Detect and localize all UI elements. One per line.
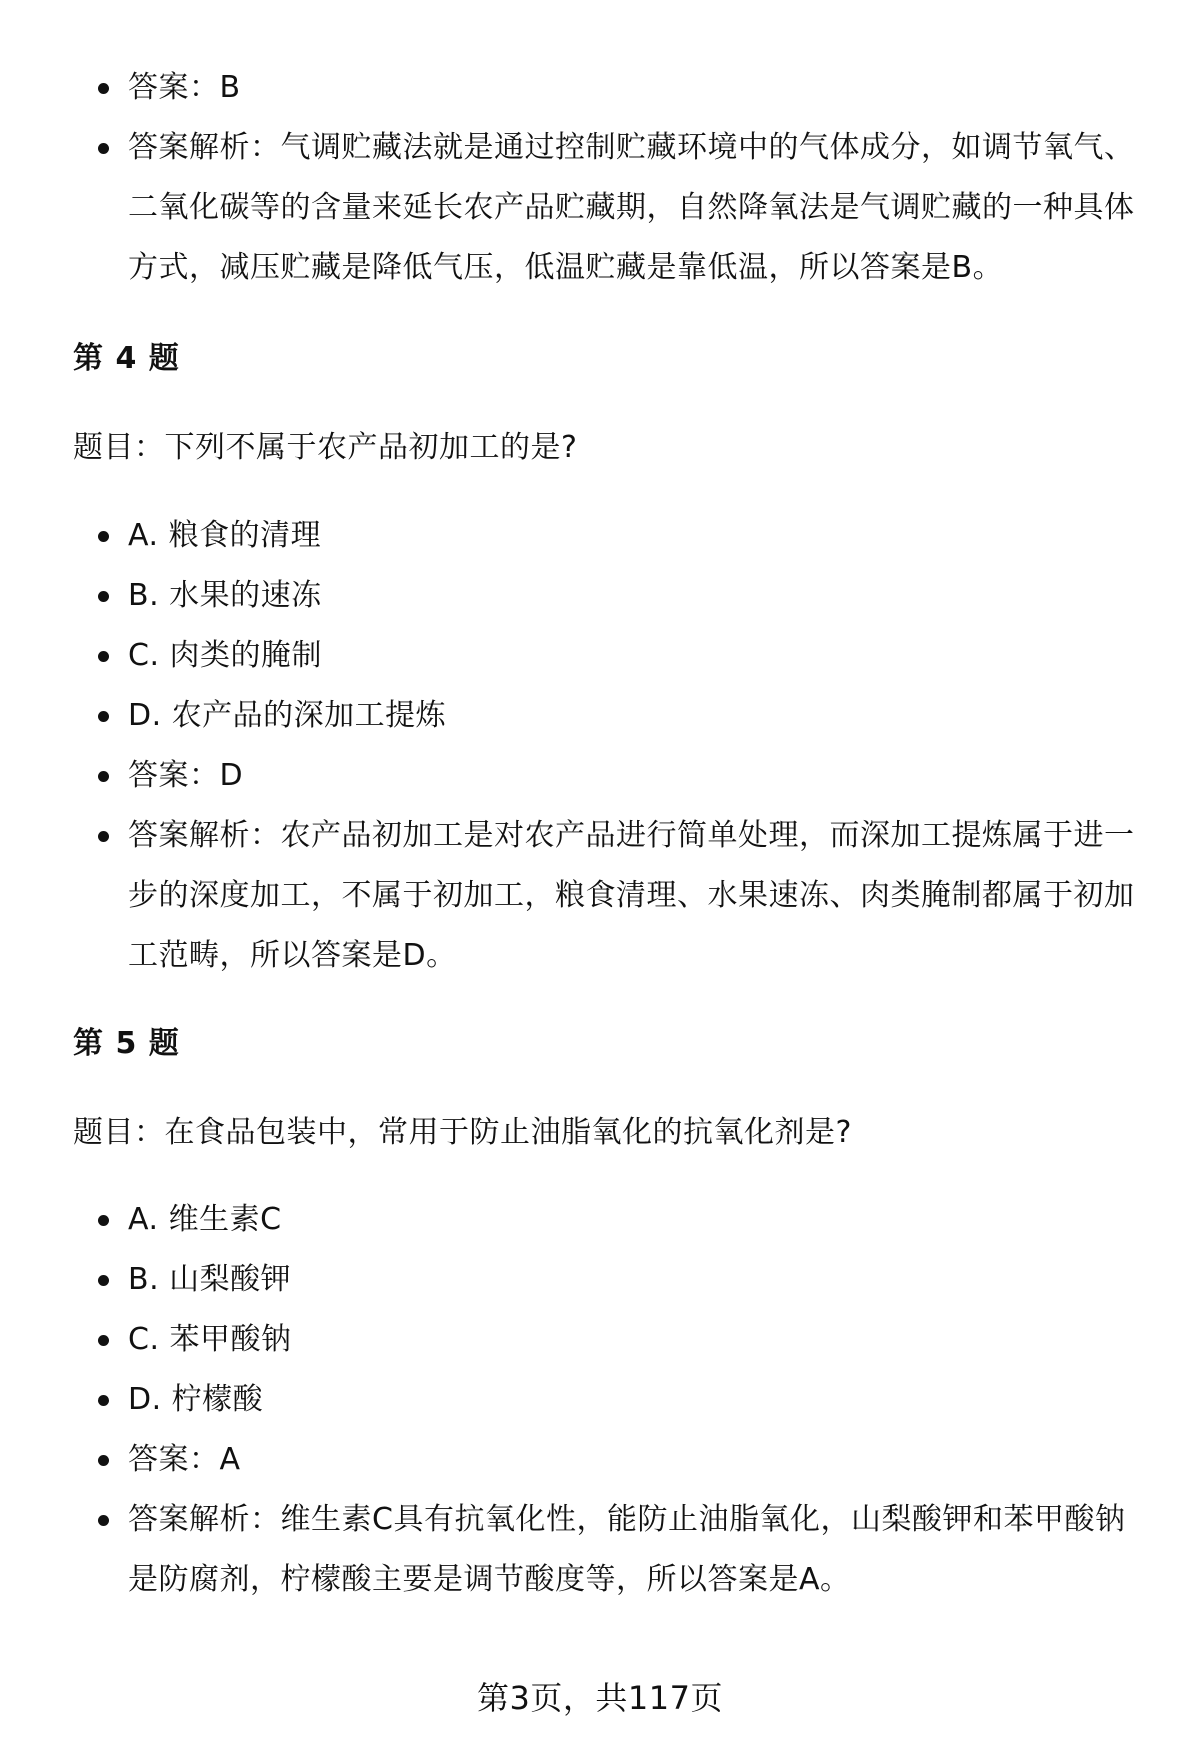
option-b: B. 水果的速冻 [0, 566, 1200, 626]
question-4-list [0, 506, 1200, 986]
bullet-icon [98, 143, 109, 154]
bullet-icon [98, 711, 109, 722]
explanation-item: 答案解析：农产品初加工是对农产品进行简单处理，而深加工提炼属于进一步的深度加工，不属于初加工，粮食清理、水果速冻、肉类腌制都属于初加工范畴，所以答案是D。 [0, 806, 1200, 986]
answer-item: 答案：D [0, 746, 1200, 806]
option-c: C. 苯甲酸钠 [0, 1310, 1200, 1370]
bullet-icon [98, 83, 109, 94]
bullet-icon [98, 1335, 109, 1346]
answer-item: 答案：A [0, 1430, 1200, 1490]
question-heading: 第 5 题 [73, 1026, 180, 1061]
option-d: D. 农产品的深加工提炼 [0, 686, 1200, 746]
option-b: B. 山梨酸钾 [0, 1250, 1200, 1310]
bullet-icon [98, 831, 109, 842]
bullet-icon [98, 531, 109, 542]
question-heading: 第 4 题 [73, 341, 180, 376]
bullet-icon [98, 1395, 109, 1406]
carryover-list [0, 58, 1200, 298]
bullet-icon [98, 1275, 109, 1286]
bullet-icon [98, 651, 109, 662]
bullet-icon [98, 1515, 109, 1526]
explanation-text: 答案解析：气调贮藏法就是通过控制贮藏环境中的气体成分，如调节氧气、二氧化碳等的含量来延长农产品贮藏期，自然降氧法是气调贮藏的一种具体方式，减压贮藏是降低气压，低温贮藏是靠低温，所以答案是B。 [128, 130, 1135, 285]
bullet-icon [98, 591, 109, 602]
page-indicator: 第3页，共117页 [477, 1679, 723, 1717]
list-item [0, 58, 1200, 118]
option-a: A. 粮食的清理 [0, 506, 1200, 566]
list-item [0, 118, 1200, 298]
bullet-icon [98, 1215, 109, 1226]
answer-text: 答案：B [128, 70, 241, 105]
bullet-icon [98, 771, 109, 782]
option-a: A. 维生素C [0, 1190, 1200, 1250]
question-stem: 题目：在食品包装中，常用于防止油脂氧化的抗氧化剂是? [73, 1115, 852, 1150]
question-5-list [0, 1190, 1200, 1610]
option-c: C. 肉类的腌制 [0, 626, 1200, 686]
explanation-item: 答案解析：维生素C具有抗氧化性，能防止油脂氧化，山梨酸钾和苯甲酸钠是防腐剂，柠檬酸主要是调节酸度等，所以答案是A。 [0, 1490, 1200, 1610]
bullet-icon [98, 1455, 109, 1466]
option-d: D. 柠檬酸 [0, 1370, 1200, 1430]
question-stem: 题目：下列不属于农产品初加工的是? [73, 430, 578, 465]
